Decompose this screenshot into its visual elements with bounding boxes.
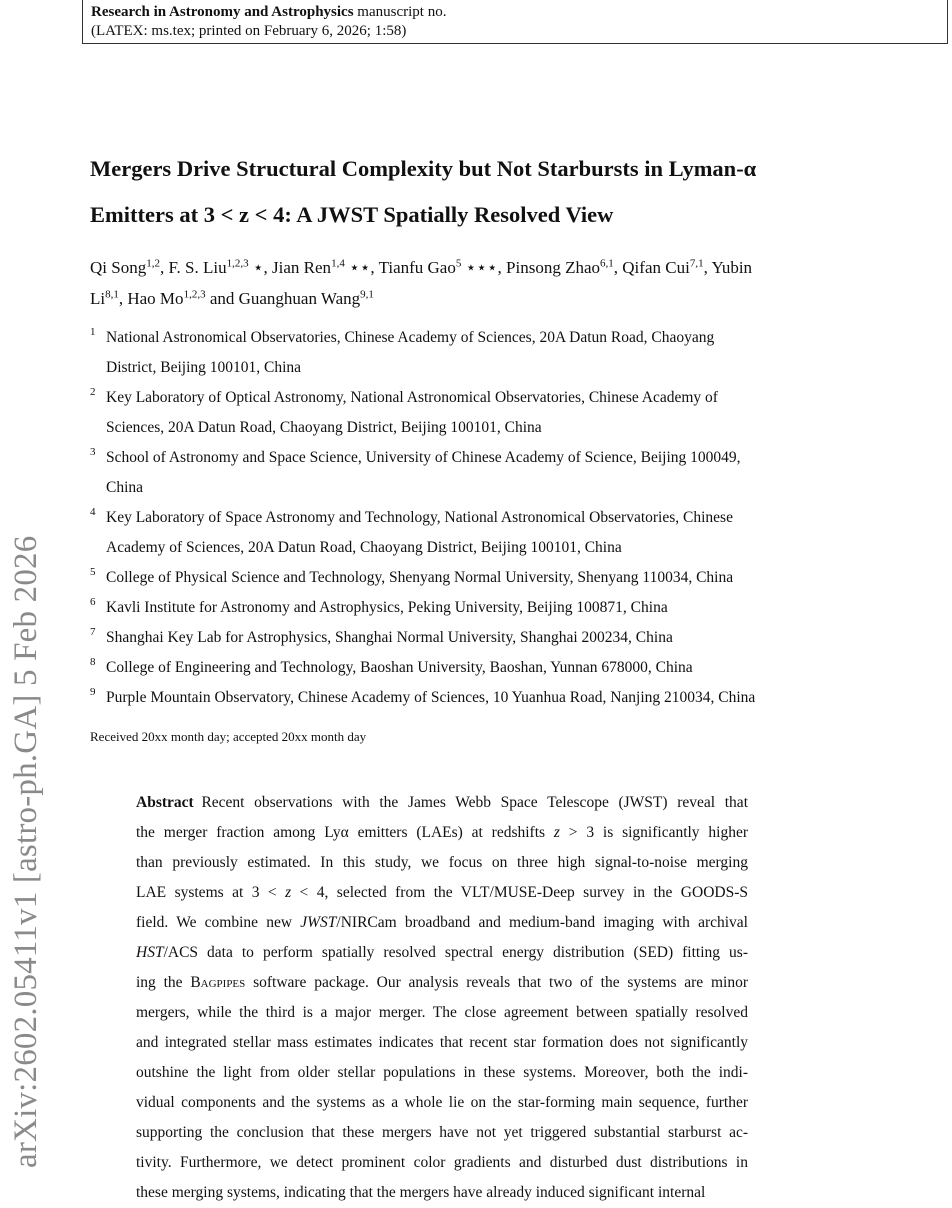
abstract-line — [136, 908, 748, 938]
author-affiliation-marks: 1,2,3 — [183, 288, 206, 301]
abstract-text: Bagpipes — [190, 974, 246, 991]
abstract-line — [136, 818, 748, 848]
abstract-text: LAE systems at 3 < — [136, 884, 286, 901]
author-name: Yubin — [711, 258, 753, 277]
author-list — [90, 252, 800, 314]
affiliation-number: 8 — [90, 656, 96, 668]
abstract-line — [136, 1058, 748, 1088]
affiliation-item — [90, 443, 770, 503]
abstract-line — [136, 998, 748, 1028]
title-line-1: Mergers Drive Structural Complexity but Not Starbursts in Lyman-α — [90, 156, 757, 181]
author-affiliation-marks: 1,2,3 — [226, 257, 249, 270]
corresponding-author-mark: ⋆ — [248, 258, 264, 277]
abstract-text: outshine the light from older stellar populations in these systems. Moreover, both the indi- — [136, 1064, 748, 1081]
latex-print-line: (LATEX: ms.tex; printed on February 6, 2026; 1:58) — [91, 23, 407, 39]
author-name: and Guanghuan Wang — [209, 289, 361, 308]
abstract-text: vidual components and the systems as a whole lie on the star-forming main sequence, further — [136, 1094, 748, 1111]
abstract-heading: Abstract — [136, 794, 194, 811]
abstract-line — [136, 938, 748, 968]
affiliation-number: 7 — [90, 626, 96, 638]
author-name: Jian Ren — [272, 258, 332, 277]
affiliation-text: District, Beijing 100101, China — [106, 359, 302, 376]
affiliation-number: 5 — [90, 566, 96, 578]
affiliation-number: 3 — [90, 446, 96, 458]
abstract-line — [136, 1088, 748, 1118]
affiliation-number: 1 — [90, 326, 96, 338]
affiliation-text: School of Astronomy and Space Science, University of Chinese Academy of Science, Beijing 100049, — [106, 449, 741, 466]
author-affiliation-marks: 5 — [455, 257, 462, 270]
affiliation-number: 9 — [90, 686, 96, 698]
title-line-2: Emitters at 3 < z < 4: A JWST Spatially Resolved View — [90, 202, 614, 227]
affiliation-text: China — [106, 479, 144, 496]
affiliation-number: 4 — [90, 506, 96, 518]
abstract-line — [136, 878, 748, 908]
abstract-line — [136, 968, 748, 998]
abstract-text: field. We combine new — [136, 914, 301, 931]
abstract-text: these merging systems, indicating that the mergers have already induced significant internal — [136, 1184, 706, 1201]
abstract-text: < 4, selected from the VLT/MUSE-Deep survey in the GOODS-S — [291, 884, 748, 901]
author-affiliation-marks: 7,1 — [689, 257, 704, 270]
abstract-line — [136, 1028, 748, 1058]
abstract-line — [136, 1178, 748, 1208]
abstract-text: /ACS data to perform spatially resolved spectral energy distribution (SED) fitting us- — [163, 944, 748, 961]
manuscript-label: manuscript no. — [357, 4, 447, 20]
affiliation-number: 2 — [90, 386, 96, 398]
abstract-text: tivity. Furthermore, we detect prominent color gradients and disturbed dust distributions in — [136, 1154, 748, 1171]
abstract-text: supporting the conclusion that these mergers have not yet triggered substantial starburst ac- — [136, 1124, 748, 1141]
abstract-text: and integrated stellar mass estimates indicates that recent star formation does not significantly — [136, 1034, 748, 1051]
abstract-text: ing the — [136, 974, 191, 991]
affiliation-text: Sciences, 20A Datun Road, Chaoyang District, Beijing 100101, China — [106, 419, 542, 436]
author-name: F. S. Liu — [168, 258, 227, 277]
abstract-text: the merger fraction among Lyα emitters (LAEs) at redshifts — [136, 824, 554, 841]
author-affiliation-marks: 8,1 — [105, 288, 119, 301]
corresponding-author-mark: ⋆⋆⋆ — [461, 258, 498, 277]
affiliation-text: Shanghai Key Lab for Astrophysics, Shanghai Normal University, Shanghai 200234, China — [106, 629, 673, 646]
abstract-text: /NIRCam broadband and medium-band imaging with archival — [336, 914, 748, 931]
affiliation-text: Academy of Sciences, 20A Datun Road, Chaoyang District, Beijing 100101, China — [106, 539, 622, 556]
affiliation-text: Purple Mountain Observatory, Chinese Academy of Sciences, 10 Yuanhua Road, Nanjing 210034, China — [106, 689, 756, 706]
author-line-1: Qi Song$^{1,2}$, F. S. Liu$^{1,2,3}$ ⋆, Jian Ren$^{1,4}$ ⋆⋆, Tianfu Gao$^5$ ⋆⋆⋆, Pinsong Zhao$^{6,1}$, Qifan Cui$^{7,1}$, Yubin — [90, 257, 753, 277]
author-line-2: Li$^{8,1}$, Hao Mo$^{1,2,3}$ and Guanghuan Wang$^{9,1}$ — [90, 288, 374, 308]
abstract-text: z — [285, 884, 292, 901]
abstract-text: HST — [136, 944, 164, 961]
affiliation-number: 6 — [90, 596, 96, 608]
affiliation-item — [90, 653, 770, 683]
abstract-text: mergers, while the third is a major merger. The close agreement between spatially resolved — [136, 1004, 748, 1021]
affiliation-text: Key Laboratory of Space Astronomy and Technology, National Astronomical Observatories, Chinese — [106, 509, 733, 526]
abstract-line — [136, 1148, 748, 1178]
abstract-text: JWST — [300, 914, 337, 931]
affiliation-item — [90, 593, 770, 623]
abstract-text: z — [553, 824, 560, 841]
author-affiliation-marks: 1,2 — [146, 257, 160, 270]
abstract-text: software package. Our analysis reveals that two of the systems are minor — [245, 974, 748, 991]
affiliation-text: National Astronomical Observatories, Chinese Academy of Sciences, 20A Datun Road, Chaoyang — [106, 329, 715, 346]
author-name: Tianfu Gao — [378, 258, 456, 277]
affiliation-item — [90, 563, 770, 593]
journal-name: Research in Astronomy and Astrophysics — [91, 4, 354, 20]
arxiv-identifier-stamp[interactable]: arXiv:2602.05411v1 [astro-ph.GA] 5 Feb 2026 — [8, 535, 44, 1168]
author-name: Pinsong Zhao — [506, 258, 601, 277]
abstract-text: > 3 is significantly higher — [559, 824, 748, 841]
author-affiliation-marks: 1,4 — [331, 257, 345, 270]
abstract-text: Recent observations with the James Webb Space Telescope (JWST) reveal that — [201, 794, 748, 811]
author-name: Hao Mo — [127, 289, 184, 308]
author-name: Qifan Cui — [622, 258, 690, 277]
author-name: Li — [90, 289, 106, 308]
paper-title — [90, 146, 756, 238]
abstract-line — [136, 848, 748, 878]
affiliation-text: College of Physical Science and Technology, Shenyang Normal University, Shenyang 110034, China — [106, 569, 734, 586]
affiliation-item — [90, 323, 770, 383]
affiliation-item — [90, 503, 770, 563]
journal-header-box — [82, 0, 948, 44]
author-affiliation-marks: 9,1 — [360, 288, 374, 301]
author-affiliation-marks: 6,1 — [600, 257, 614, 270]
affiliation-text: Key Laboratory of Optical Astronomy, National Astronomical Observatories, Chinese Academy of — [106, 389, 718, 406]
author-name: Qi Song — [90, 258, 147, 277]
affiliation-item — [90, 683, 770, 713]
affiliation-text: Kavli Institute for Astronomy and Astrophysics, Peking University, Beijing 100871, China — [106, 599, 668, 616]
received-accepted-dates: Received 20xx month day; accepted 20xx month day — [90, 729, 367, 744]
affiliation-text: College of Engineering and Technology, Baoshan University, Baoshan, Yunnan 678000, China — [106, 659, 693, 676]
corresponding-author-mark: ⋆⋆ — [344, 258, 371, 277]
abstract — [136, 788, 748, 1208]
abstract-line — [136, 1118, 748, 1148]
affiliation-item — [90, 383, 770, 443]
affiliation-item — [90, 623, 770, 653]
abstract-line — [136, 788, 748, 818]
abstract-text: than previously estimated. In this study, we focus on three high signal-to-noise merging — [136, 854, 748, 871]
